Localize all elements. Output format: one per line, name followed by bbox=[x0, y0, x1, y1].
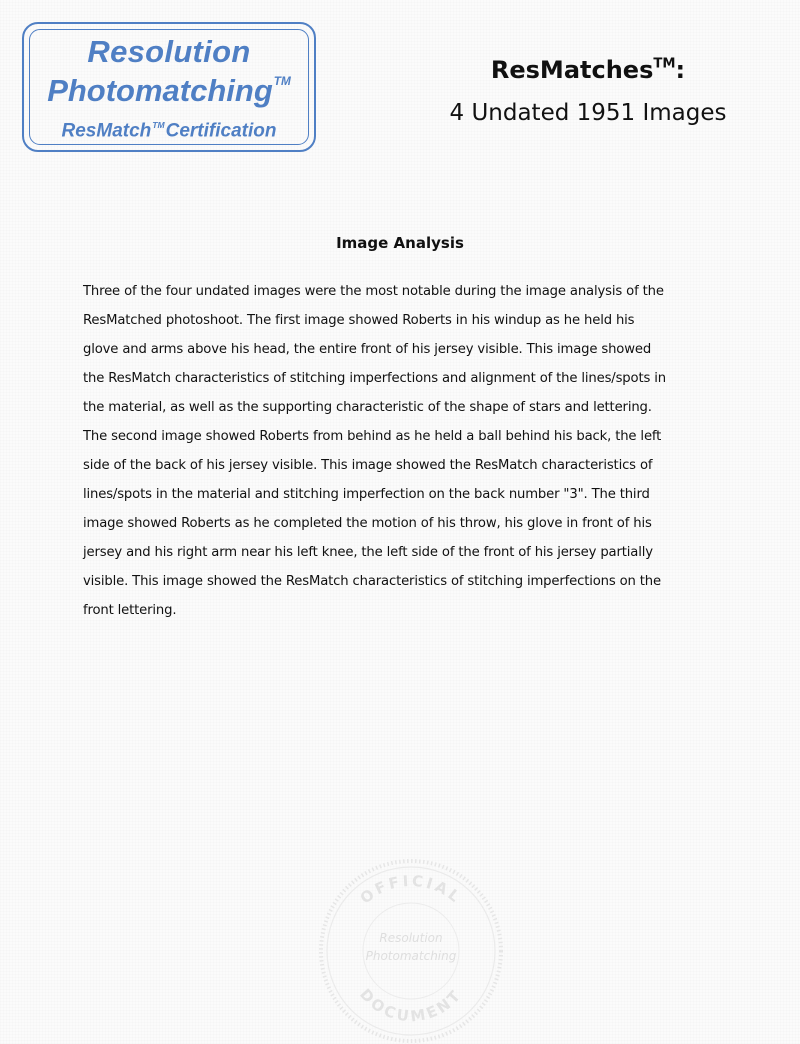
paragraph-line: glove and arms above his head, the entire front of his jersey visible. This image showed bbox=[83, 342, 652, 357]
paragraph-line: visible. This image showed the ResMatch characteristics of stitching imperfections on the bbox=[83, 574, 661, 589]
logo-line-resolution: Resolution bbox=[87, 34, 251, 69]
svg-text:OFFICIAL bbox=[357, 872, 466, 908]
document-subtitle: 4 Undated 1951 Images bbox=[449, 100, 727, 126]
paragraph-line: image showed Roberts as he completed the motion of his throw, his glove in front of his bbox=[83, 516, 652, 531]
logo-certification-text: Certification bbox=[165, 120, 277, 142]
title-colon: : bbox=[675, 56, 686, 84]
paragraph-line: Three of the four undated images were the most notable during the image analysis of the bbox=[83, 284, 664, 299]
logo-resmatch-trademark: TM bbox=[152, 120, 165, 130]
paragraph-line: ResMatched photoshoot. The first image showed Roberts in his windup as he held his bbox=[83, 313, 635, 328]
paragraph-line: lines/spots in the material and stitching imperfection on the back number "3". The third bbox=[83, 487, 650, 502]
logo-resmatch-text: ResMatch bbox=[61, 120, 152, 142]
paragraph-line: The second image showed Roberts from behind as he held a ball behind his back, the left bbox=[83, 429, 662, 444]
analysis-paragraph bbox=[83, 277, 723, 625]
seal-top-text: OFFICIAL bbox=[356, 871, 466, 908]
logo-line-certification bbox=[24, 120, 314, 143]
title-trademark: TM bbox=[653, 56, 676, 72]
svg-text:DOCUMENT bbox=[356, 985, 466, 1025]
paragraph-line: front lettering. bbox=[83, 603, 177, 618]
paragraph-line: the material, as well as the supporting characteristic of the shape of stars and lettering. bbox=[83, 400, 652, 415]
seal-center-line2: Photomatching bbox=[365, 949, 457, 963]
embossed-seal-icon bbox=[318, 858, 504, 1044]
document-title bbox=[400, 56, 776, 84]
paragraph-line: the ResMatch characteristics of stitching imperfections and alignment of the lines/spots in bbox=[83, 371, 666, 386]
seal-center-line1: Resolution bbox=[379, 931, 443, 945]
seal-bottom-text: DOCUMENT bbox=[356, 985, 466, 1026]
paragraph-line: jersey and his right arm near his left knee, the left side of the front of his jersey partially bbox=[83, 545, 653, 560]
logo-box bbox=[22, 22, 316, 152]
logo-trademark: TM bbox=[273, 74, 291, 88]
logo-line-photomatching bbox=[24, 73, 314, 109]
title-main-text: ResMatches bbox=[490, 56, 654, 84]
logo-photomatching-text: Photomatching bbox=[47, 73, 273, 108]
section-heading: Image Analysis bbox=[336, 234, 464, 252]
paragraph-line: side of the back of his jersey visible. This image showed the ResMatch characteristics of bbox=[83, 458, 653, 473]
